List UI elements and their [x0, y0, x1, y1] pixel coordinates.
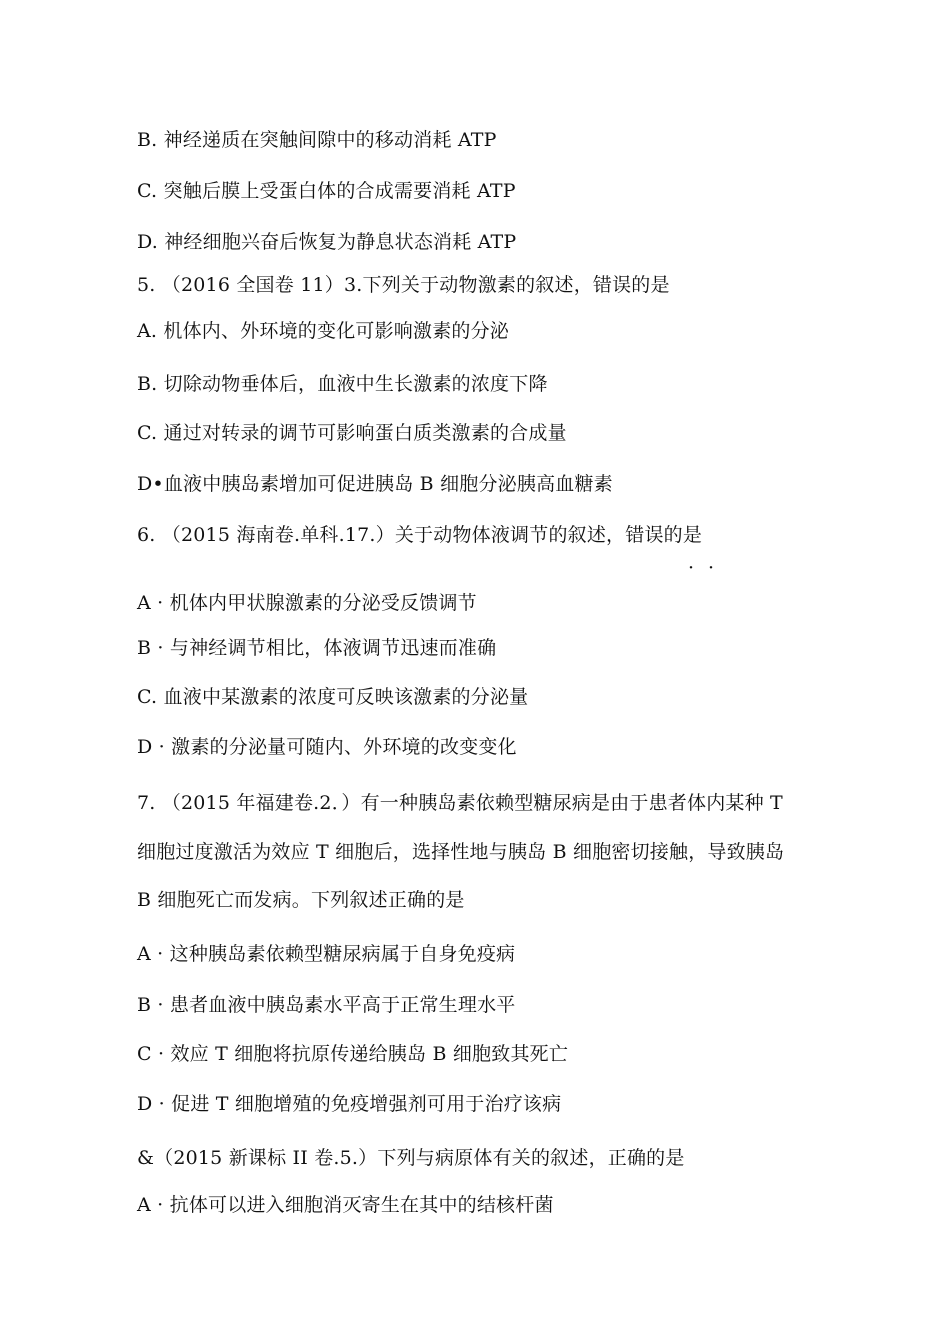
option-6d: D · 激素的分泌量可随内、外环境的改变变化	[137, 736, 517, 758]
option-5c: C. 通过对转录的调节可影响蛋白质类激素的合成量	[137, 422, 567, 444]
emphasis-dots: ··	[688, 557, 729, 579]
question-7-stem-line-3: B 细胞死亡而发病。下列叙述正确的是	[137, 889, 465, 911]
option-5d: D•血液中胰岛素增加可促进胰岛 B 细胞分泌胰高血糖素	[137, 473, 613, 495]
question-7-stem-line-1: 7. （2015 年福建卷.2．）有一种胰岛素依赖型糖尿病是由于患者体内某种 T	[137, 792, 783, 814]
option-7a: A · 这种胰岛素依赖型糖尿病属于自身免疫病	[137, 943, 516, 965]
option-6c: C. 血液中某激素的浓度可反映该激素的分泌量	[137, 686, 529, 708]
option-7c: C · 效应 T 细胞将抗原传递给胰岛 B 细胞致其死亡	[137, 1043, 569, 1065]
question-7-stem-line-2: 细胞过度激活为效应 T 细胞后，选择性地与胰岛 B 细胞密切接触，导致胰岛	[137, 841, 785, 863]
option-4b: B. 神经递质在突触间隙中的移动消耗 ATP	[137, 129, 497, 151]
option-6a: A · 机体内甲状腺激素的分泌受反馈调节	[137, 592, 477, 614]
question-6-stem: 6. （2015 海南卷.单科.17.）关于动物体液调节的叙述，错误的是	[137, 524, 703, 546]
option-4c: C. 突触后膜上受蛋白体的合成需要消耗 ATP	[137, 180, 516, 202]
option-4d: D. 神经细胞兴奋后恢复为静息状态消耗 ATP	[137, 231, 517, 253]
option-7b: B · 患者血液中胰岛素水平高于正常生理水平	[137, 994, 516, 1016]
option-8a: A · 抗体可以进入细胞消灭寄生在其中的结核杆菌	[137, 1194, 554, 1216]
option-6b: B · 与神经调节相比，体液调节迅速而准确	[137, 637, 497, 659]
option-7d: D · 促进 T 细胞增殖的免疫增强剂可用于治疗该病	[137, 1093, 562, 1115]
option-5b: B. 切除动物垂体后，血液中生长激素的浓度下降	[137, 373, 548, 395]
question-8-stem: &（2015 新课标 II 卷.5.）下列与病原体有关的叙述，正确的是	[137, 1147, 685, 1169]
question-5-stem: 5. （2016 全国卷 11）3.下列关于动物激素的叙述，错误的是	[137, 274, 670, 296]
option-5a: A. 机体内、外环境的变化可影响激素的分泌	[137, 320, 510, 342]
